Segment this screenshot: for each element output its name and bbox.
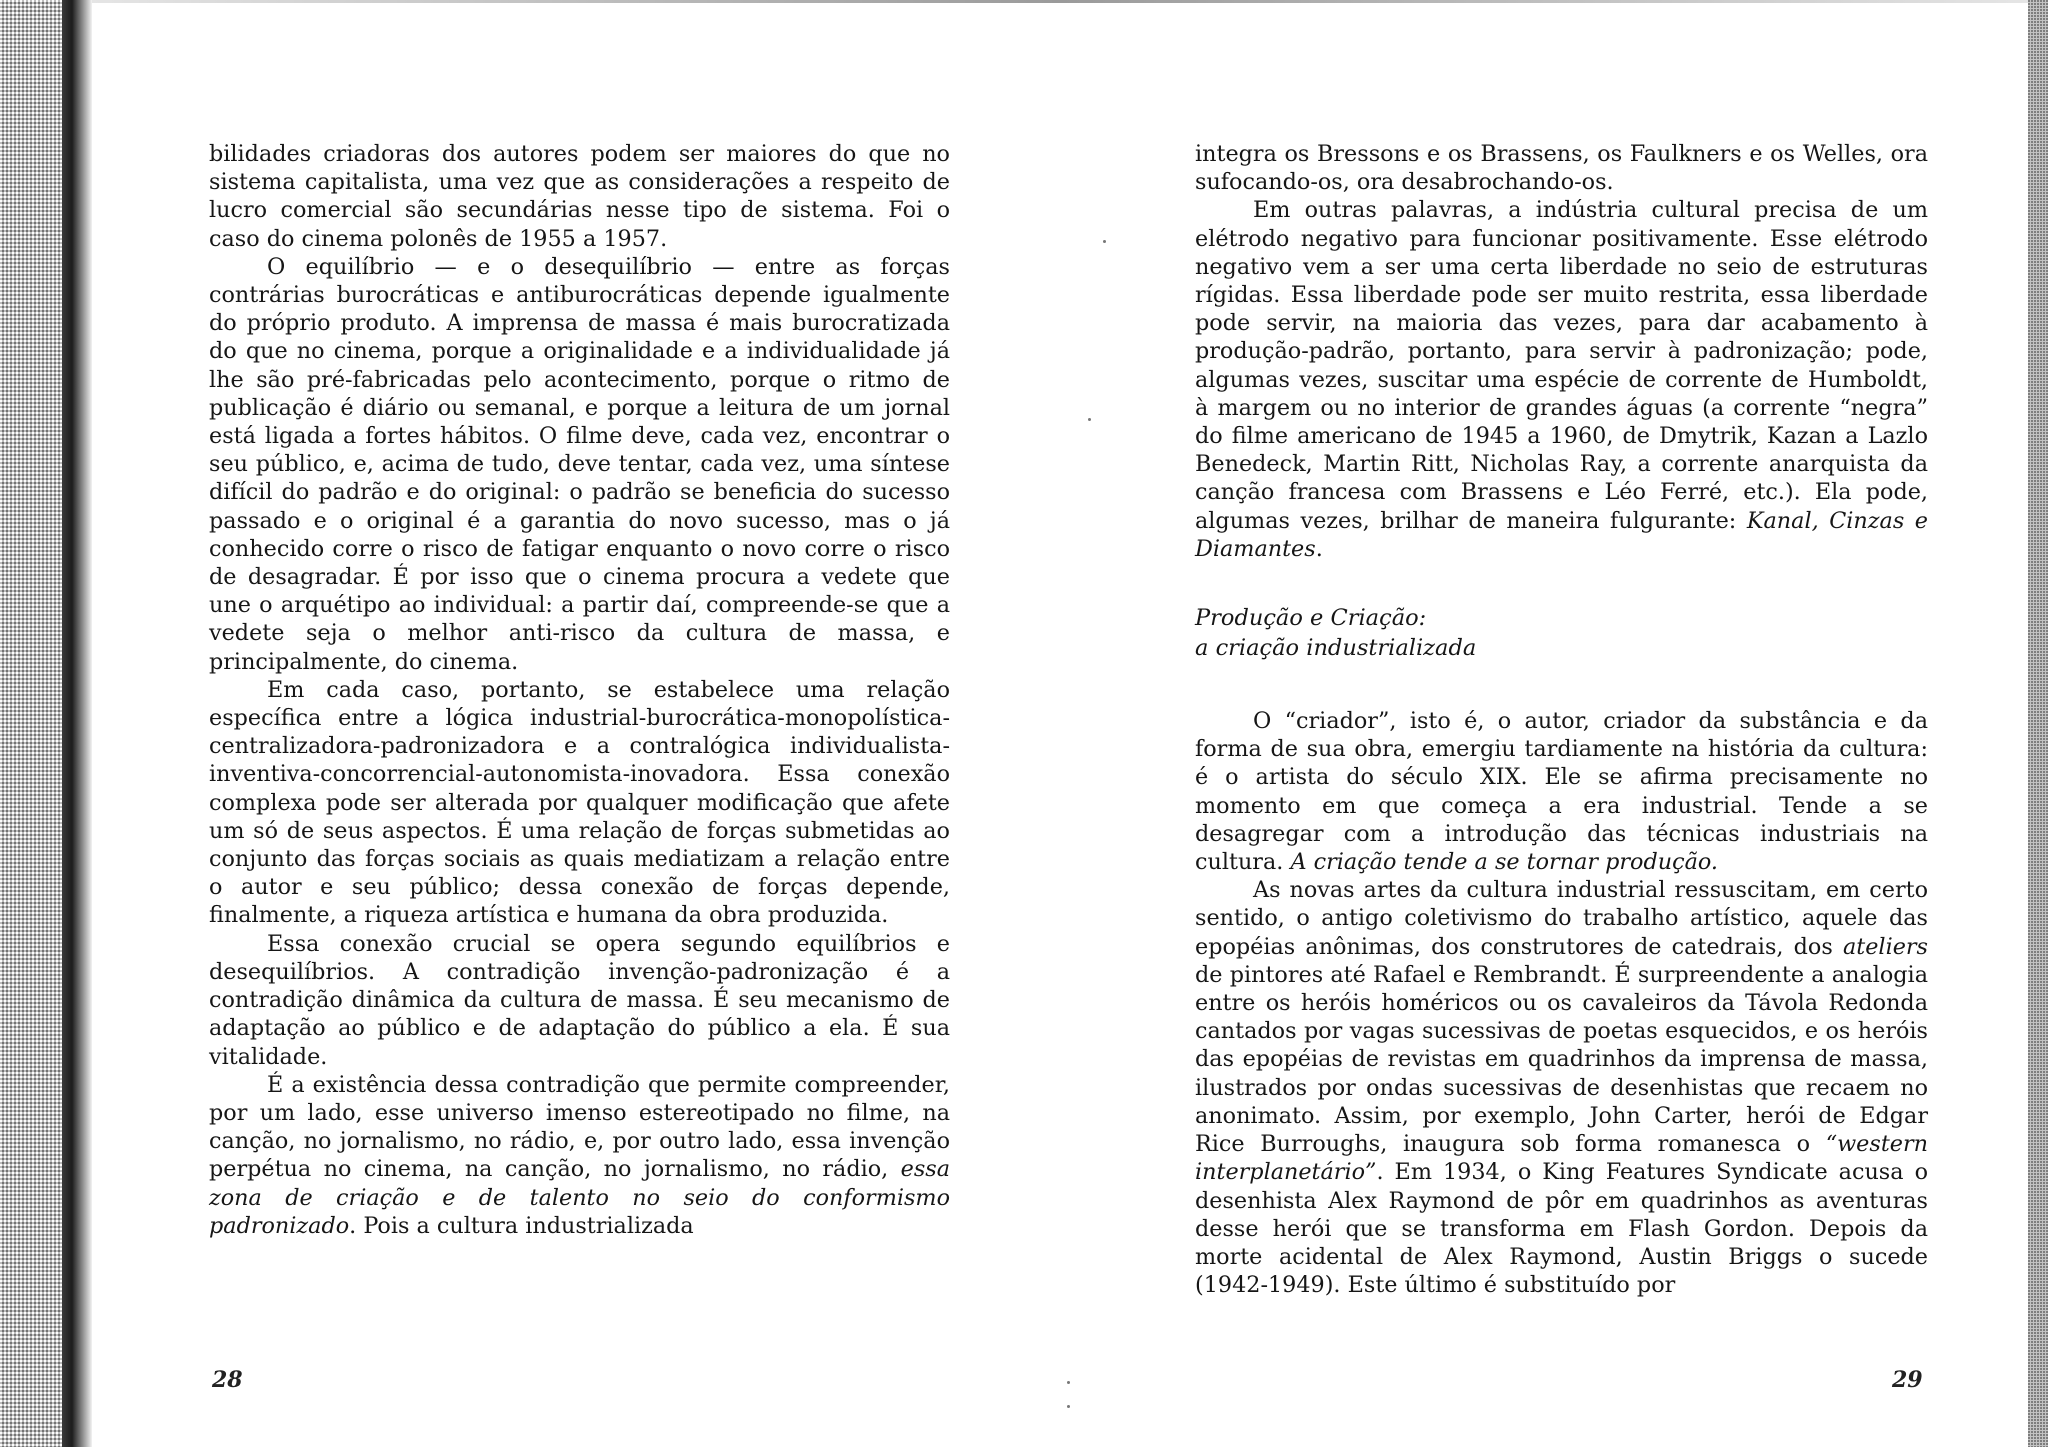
right-binding-edge	[2028, 0, 2048, 1447]
italic-text: Kanal, Cinzas e Diamantes	[1195, 507, 1928, 562]
text-run: Essa conexão crucial se opera segundo equilíbrios e desequilíbrios. A contradição invenção-padronização é a contradição dinâmica da cultura de massa. É seu mecanismo de adaptação ao público e de adaptação do público a ela. É sua vitalidade.	[209, 930, 950, 1070]
paragraph	[1195, 876, 1928, 1299]
italic-text: ateliers	[1842, 933, 1928, 960]
italic-text: essa zona de criação e de talento no seio do conformismo padronizado	[209, 1156, 950, 1239]
text-run: O “criador”, isto é, o autor, criador da substância e da forma de sua obra, emergiu tardiamente na história da cultura: é o artista do século XIX. Ele se afirma precisamente no momento em que começa a era industrial. Tende a se desagregar com a introdução das técnicas industriais na cultura.	[1195, 708, 1928, 876]
right-page-body-top	[1195, 140, 1928, 563]
left-page-body	[209, 140, 950, 1240]
section-heading-line-2: a criação industrializada	[1195, 635, 1477, 662]
right-page-body-bottom	[1195, 707, 1928, 1299]
page-number-left: 28	[212, 1367, 243, 1393]
paragraph	[1195, 196, 1928, 563]
scan-speck	[1103, 240, 1106, 243]
text-run: bilidades criadoras dos autores podem ser maiores do que no sistema capitalista, uma vez que as considerações a respeito de lucro comercial são secundárias nesse tipo de sistema. Foi o caso do cinema polonês de 1955 a 1957.	[209, 141, 950, 252]
text-run: É a existência dessa contradição que permite compreender, por um lado, esse universo imenso estereotipado no filme, na canção, no jornalismo, no rádio, e, por outro lado, essa invenção perpétua no cinema, na canção, no jornalismo, no rádio,	[209, 1071, 950, 1183]
text-run: Em cada caso, portanto, se estabelece uma relação específica entre a lógica industrial-burocrática-monopolística-centralizadora-padronizadora e a contralógica individualista-inventiva-concorrencial-autonomista-inovadora. Essa conexão complexa pode ser alterada por qualquer modificação que afete um só de seus aspectos. É uma relação de forças submetidas ao conjunto das forças sociais as quais mediatizam a relação entre o autor e seu público; dessa conexão de forças depende, finalmente, a riqueza artística e humana da obra produzida.	[209, 676, 950, 929]
text-run: Em outras palavras, a indústria cultural precisa de um elétrodo negativo para funcionar positivamente. Esse elétrodo negativo vem a ser uma certa liberdade no seio de estruturas rígidas. Essa liberdade pode ser muito restrita, essa liberdade pode servir, na maioria das vezes, para dar acabamento à produção-padrão, portanto, para servir à padronização; pode, algumas vezes, suscitar uma espécie de corrente de Humboldt, à margem ou no interior de grandes águas (a corrente “negra” do filme americano de 1945 a 1960, de Dmytrik, Kazan a Lazlo Benedeck, Martin Ritt, Nicholas Ray, a corrente anarquista da canção francesa com Brassens e Léo Ferré, etc.). Ela pode, algumas vezes, brilhar de maneira fulgurante:	[1195, 197, 1928, 534]
left-page	[209, 140, 950, 1240]
paragraph	[209, 253, 950, 676]
text-run: As novas artes da cultura industrial ressuscitam, em certo sentido, o antigo coletivismo do trabalho artístico, aquele das epopéias anônimas, dos construtores de catedrais, dos	[1195, 877, 1928, 960]
scan-speck	[1067, 1405, 1070, 1408]
text-run: . Pois a cultura industrializada	[349, 1212, 694, 1239]
section-heading	[1195, 603, 1928, 663]
italic-text: “western interplanetário”	[1195, 1131, 1928, 1186]
italic-text: A criação tende a se tornar produção.	[1290, 849, 1718, 876]
text-run: .	[1315, 535, 1323, 562]
right-page	[1195, 140, 1928, 1299]
paragraph	[1195, 707, 1928, 876]
paragraph	[209, 930, 950, 1071]
left-binding-edge	[0, 0, 62, 1447]
text-run: O equilíbrio — e o desequilíbrio — entre as forças contrárias burocráticas e antiburocráticas depende igualmente do próprio produto. A imprensa de massa é mais burocratizada do que no cinema, porque a originalidade e a individualidade já lhe são pré-fabricadas pelo acontecimento, porque o ritmo de publicação é diário ou semanal, e porque a leitura de um jornal está ligada a fortes hábitos. O filme deve, cada vez, encontrar o seu público, e, acima de tudo, deve tentar, cada vez, uma síntese difícil do padrão e do original: o padrão se beneficia do sucesso passado e o original é a garantia do novo sucesso, mas o já conhecido corre o risco de fatigar enquanto o novo corre o risco de desagradar. É por isso que o cinema procura a vedete que une o arquétipo ao individual: a partir daí, compreende-se que a vedete seja o melhor anti-risco da cultura de massa, e principalmente, do cinema.	[209, 253, 950, 675]
text-run: integra os Bressons e os Brassens, os Faulkners e os Welles, ora sufocando-os, ora desabrochando-os.	[1195, 141, 1928, 196]
scan-speck	[1088, 418, 1091, 421]
paragraph	[209, 1071, 950, 1240]
section-heading-line-1: Produção e Criação:	[1195, 605, 1427, 632]
paragraph	[209, 676, 950, 930]
text-run: de pintores até Rafael e Rembrandt. É surpreendente a analogia entre os heróis homéricos ou os cavaleiros da Távola Redonda cantados por vagas sucessivas de poetas esquecidos, e os heróis das epopéias de revistas em quadrinhos da imprensa de massa, ilustrados por ondas sucessivas de desenhistas que recaem no anonimato. Assim, por exemplo, John Carter, herói de Edgar Rice Burroughs, inaugura sob forma romanesca o	[1195, 961, 1928, 1158]
scan-speck	[1067, 1381, 1070, 1384]
text-run: . Em 1934, o King Features Syndicate acusa o desenhista Alex Raymond de pôr em quadrinhos as aventuras desse herói que se transforma em Flash Gordon. Depois da morte acidental de Alex Raymond, Austin Briggs o sucede (1942-1949). Este último é substituído por	[1195, 1159, 1928, 1299]
paragraph	[209, 140, 950, 253]
top-page-edge	[92, 0, 2028, 3]
left-gutter-shadow	[62, 0, 92, 1447]
paragraph	[1195, 140, 1928, 196]
page-number-right: 29	[1892, 1367, 1923, 1393]
